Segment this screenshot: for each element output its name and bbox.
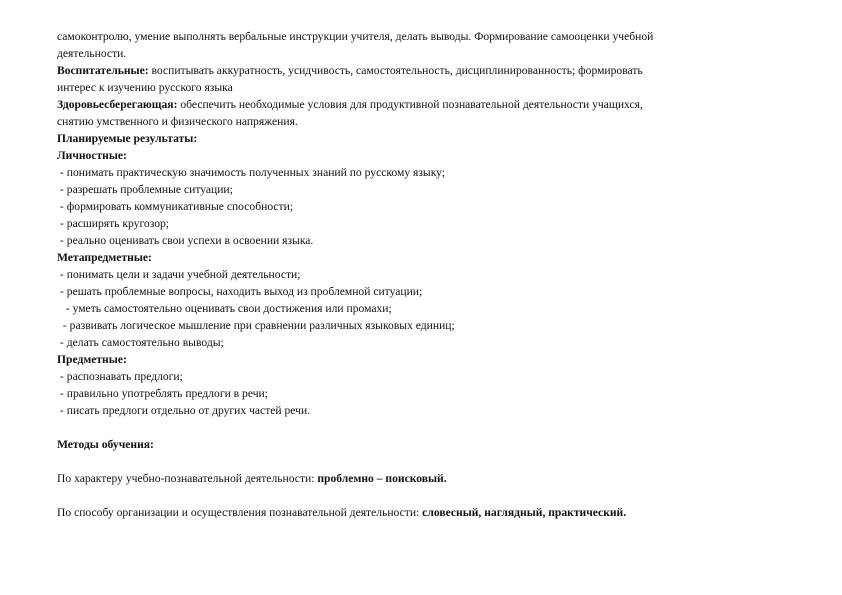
- personal-results-heading: Личностные:: [57, 149, 127, 162]
- list-item: - правильно употреблять предлоги в речи;: [57, 387, 268, 400]
- list-item: - решать проблемные вопросы, находить выход из проблемной ситуации;: [57, 285, 423, 298]
- spacer: [57, 419, 787, 436]
- method-line-2: [57, 504, 787, 521]
- list-item: - развивать логическое мышление при сравнении различных языковых единиц;: [57, 319, 455, 332]
- intro-line-1: самоконтролю, умение выполнять вербальные инструкции учителя, делать выводы. Формирование самооценки учебной: [57, 30, 654, 43]
- list-item: - писать предлоги отдельно от других частей речи.: [57, 404, 311, 417]
- list-item: - уметь самостоятельно оценивать свои достижения или промахи;: [57, 302, 392, 315]
- method-1-label: По характеру учебно-познавательной деятельности:: [57, 472, 318, 485]
- list-item: - формировать коммуникативные способности;: [57, 200, 294, 213]
- meta-results-heading: Метапредметные:: [57, 251, 152, 264]
- health-goal-text: обеспечить необходимые условия для продуктивной познавательной деятельности учащихся,: [177, 98, 643, 111]
- list-item: - расширять кругозор;: [57, 217, 170, 230]
- method-1-value: проблемно – поисковый.: [317, 472, 447, 485]
- educational-goal-line-2: интерес к изучению русского языка: [57, 81, 233, 94]
- educational-goal-label: Воспитательные:: [57, 64, 149, 77]
- health-goal-line-1: [57, 96, 787, 113]
- subject-results-heading: Предметные:: [57, 353, 127, 366]
- list-item: - разрешать проблемные ситуации;: [57, 183, 233, 196]
- list-item: - понимать практическую значимость полученных знаний по русскому языку;: [57, 166, 446, 179]
- method-line-1: [57, 470, 787, 487]
- health-goal-label: Здоровьесберегающая:: [57, 98, 178, 111]
- list-item: - понимать цели и задачи учебной деятельности;: [57, 268, 301, 281]
- health-goal-line-2: снятию умственного и физического напряжения.: [57, 115, 298, 128]
- document-page: [57, 28, 787, 521]
- educational-goal-line-1: [57, 62, 787, 79]
- planned-results-heading: Планируемые результаты:: [57, 132, 198, 145]
- spacer: [57, 453, 787, 470]
- teaching-methods-heading: Методы обучения:: [57, 438, 154, 451]
- method-2-label: По способу организации и осуществления познавательной деятельности:: [57, 506, 423, 519]
- method-2-value: словесный, наглядный, практический.: [422, 506, 627, 519]
- spacer: [57, 487, 787, 504]
- intro-line-2: деятельности.: [57, 47, 127, 60]
- list-item: - реально оценивать свои успехи в освоении языка.: [57, 234, 314, 247]
- list-item: - делать самостоятельно выводы;: [57, 336, 224, 349]
- list-item: - распознавать предлоги;: [57, 370, 183, 383]
- educational-goal-text: воспитывать аккуратность, усидчивость, самостоятельность, дисциплинированность; формировать: [148, 64, 643, 77]
